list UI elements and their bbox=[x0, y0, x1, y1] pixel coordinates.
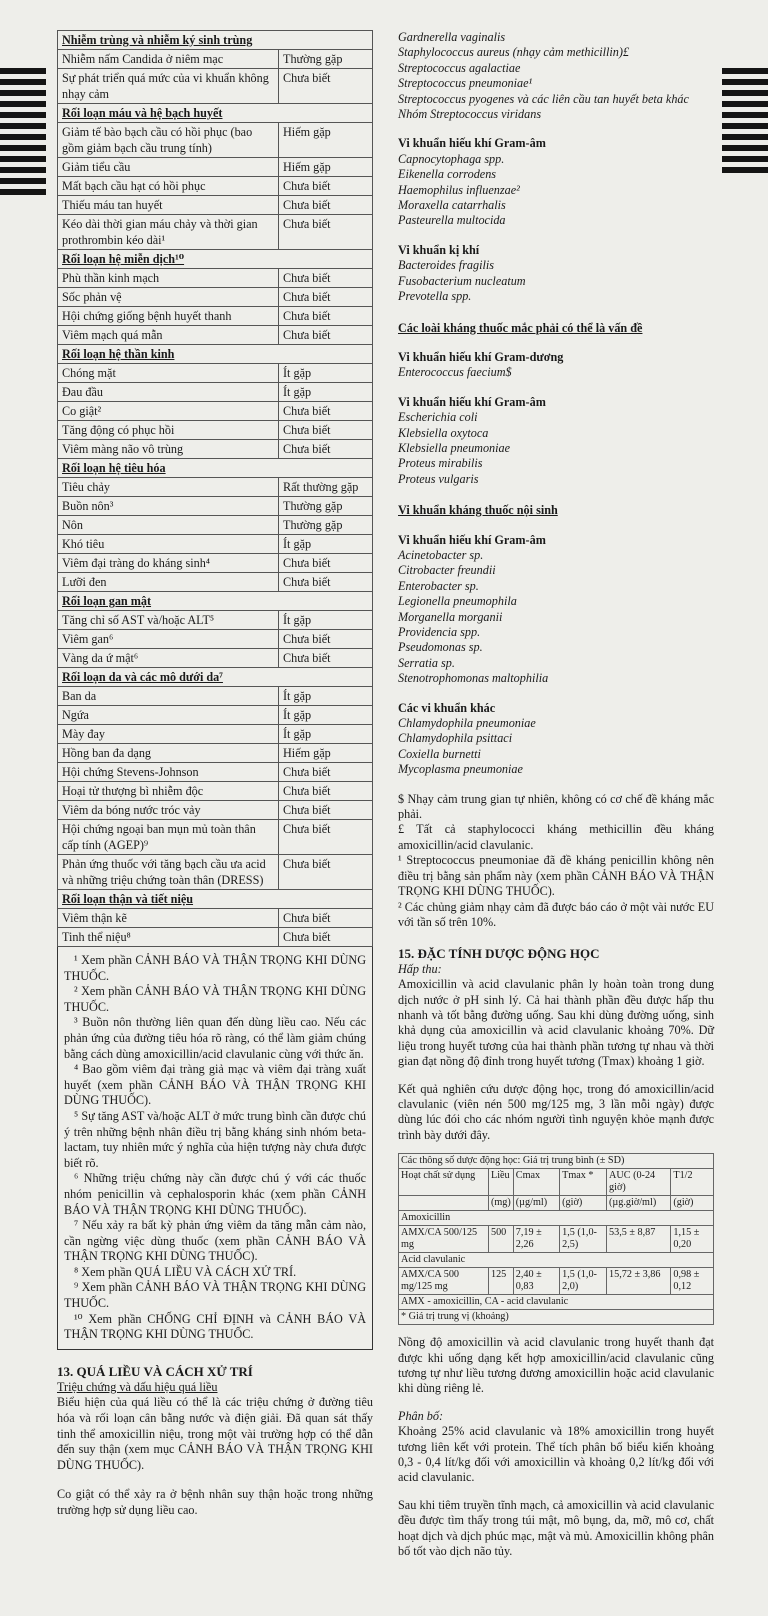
section-label: Rối loạn máu và hệ bạch huyết bbox=[58, 104, 373, 123]
organism-item: Proteus mirabilis bbox=[398, 456, 483, 471]
table-row bbox=[58, 554, 373, 573]
pk-unit-half-life: (giờ) bbox=[671, 1196, 714, 1211]
footnote: ³ Buồn nôn thường liên quan đến dùng liều cao. Nếu các phản ứng của đường tiêu hóa rõ ràng, có thể làm giảm chúng bằng cách dùng amoxicillin/acid clavulanic cùng với thức ăn. bbox=[64, 1015, 366, 1061]
adverse-effect-label: Hoại tử thượng bì nhiễm độc bbox=[58, 782, 279, 801]
adverse-effect-label: Mày đay bbox=[58, 725, 279, 744]
organism-item: Chlamydophila psittaci bbox=[398, 731, 513, 746]
table-section-header bbox=[58, 890, 373, 909]
organism-item: Morganella morganii bbox=[398, 609, 503, 624]
frequency-label: Ít gặp bbox=[279, 364, 373, 383]
section-label: Rối loạn hệ tiêu hóa bbox=[58, 459, 373, 478]
organism-item: Coxiella burnetti bbox=[398, 746, 481, 761]
table-row bbox=[58, 364, 373, 383]
pk-cell: 500 bbox=[488, 1226, 513, 1253]
pk-cell: 7,19 ± 2,26 bbox=[513, 1226, 559, 1253]
table-row bbox=[58, 215, 373, 250]
table-section-header bbox=[58, 31, 373, 50]
adverse-effect-label: Co giật² bbox=[58, 402, 279, 421]
left-column bbox=[57, 30, 373, 1519]
section-label: Rối loạn gan mật bbox=[58, 592, 373, 611]
distribution-heading: Phân bố: bbox=[398, 1408, 444, 1423]
organism-item: Prevotella spp. bbox=[398, 289, 472, 304]
pk-cell: 53,5 ± 8,87 bbox=[607, 1226, 671, 1253]
frequency-label: Chưa biết bbox=[279, 763, 373, 782]
overdose-paragraph-1: Biểu hiện của quá liều có thể là các triệu chứng ở đường tiêu hóa và rối loạn cân bằng nước và điện giải. Đã quan sát thấy tinh thể amoxicillin niệu, trong một vài trường hợp có thể dẫn đến suy thận (xem mục CẢNH BÁO VÀ THẬN TRỌNG KHI DÙNG THUỐC). bbox=[57, 1395, 373, 1472]
adverse-effect-label: Tăng chỉ số AST và/hoặc ALT⁵ bbox=[58, 611, 279, 630]
absorption-paragraph-3: Nồng độ amoxicillin và acid clavulanic trong huyết thanh đạt được khi uống dạng kết hợp amoxicillin/acid clavulanic cũng tương tự như liều tương đương amoxicillin hoặc acid clavulanic khi dùng riêng lẻ. bbox=[398, 1335, 714, 1396]
organism-item: Capnocytophaga spp. bbox=[398, 151, 505, 166]
pk-header-dose: Liều bbox=[488, 1169, 513, 1196]
adverse-effect-label: Ngứa bbox=[58, 706, 279, 725]
group-title-gram-negative-inherent: Vi khuẩn hiếu khí Gram-âm bbox=[398, 532, 546, 547]
footnote: ⁸ Xem phần QUÁ LIỀU VÀ CÁCH XỬ TRÍ. bbox=[74, 1264, 297, 1279]
table-row bbox=[58, 123, 373, 158]
susceptibility-note: ² Các chủng giảm nhạy cảm đã được báo cáo ở một vài nước EU với tần số trên 10%. bbox=[398, 899, 714, 929]
adverse-effect-label: Buồn nôn³ bbox=[58, 497, 279, 516]
table-row bbox=[58, 687, 373, 706]
organism-item: Enterobacter sp. bbox=[398, 578, 479, 593]
table-row bbox=[58, 744, 373, 763]
right-column bbox=[398, 30, 714, 1559]
table-row bbox=[58, 611, 373, 630]
frequency-label: Chưa biết bbox=[279, 69, 373, 104]
distribution-paragraph-2: Sau khi tiêm truyền tĩnh mạch, cả amoxicillin và acid clavulanic đều được tìm thấy trong túi mật, mô bụng, da, mỡ, mô cơ, chất hoạt dịch và dịch phúc mạc, mật và mủ. Amoxicillin không phân bố tốt vào dịch não tủy. bbox=[398, 1497, 714, 1559]
frequency-label: Chưa biết bbox=[279, 307, 373, 326]
pk-unit-dose: (mg) bbox=[488, 1196, 513, 1211]
adverse-effect-label: Viêm gan⁶ bbox=[58, 630, 279, 649]
footnote: ⁵ Sự tăng AST và/hoặc ALT ở mức trung bình cần được chú ý trên những bệnh nhân điều trị bằng kháng sinh nhóm beta-lactam, tuy nhiên mức ý nghĩa của hiện tượng này chưa được biết rõ. bbox=[64, 1108, 366, 1170]
frequency-label: Chưa biết bbox=[279, 649, 373, 668]
susceptibility-notes bbox=[398, 792, 714, 931]
pk-cell: 1,5 (1,0-2,5) bbox=[560, 1226, 607, 1253]
gram-negative-resistant-list bbox=[398, 410, 714, 487]
organism-item: Klebsiella pneumoniae bbox=[398, 440, 511, 455]
section-label: Nhiễm trùng và nhiễm ký sinh trùng bbox=[58, 31, 373, 50]
adverse-effect-label: Nhiễm nấm Candida ở niêm mạc bbox=[58, 50, 279, 69]
footnote: ⁹ Xem phần CẢNH BÁO VÀ THẬN TRỌNG KHI DÙNG THUỐC. bbox=[64, 1280, 366, 1311]
organism-item: Mycoplasma pneumoniae bbox=[398, 762, 523, 777]
pk-header-tmax: Tmax * bbox=[560, 1169, 607, 1196]
table-row bbox=[58, 478, 373, 497]
organism-item: Streptococcus pneumoniae¹ bbox=[398, 76, 533, 91]
table-section-header bbox=[58, 668, 373, 687]
adverse-effect-label: Tinh thể niệu⁸ bbox=[58, 928, 279, 947]
table-row bbox=[58, 383, 373, 402]
adverse-effect-label: Ban da bbox=[58, 687, 279, 706]
group-title-other-bacteria: Các vi khuẩn khác bbox=[398, 700, 496, 715]
table-row bbox=[58, 288, 373, 307]
adverse-effect-label: Giảm tiểu cầu bbox=[58, 158, 279, 177]
frequency-label: Thường gặp bbox=[279, 516, 373, 535]
organism-item: Bacteroides fragilis bbox=[398, 258, 495, 273]
adverse-effect-label: Hội chứng Stevens-Johnson bbox=[58, 763, 279, 782]
anaerobes-list bbox=[398, 258, 714, 304]
adverse-effect-label: Viêm mạch quá mẫn bbox=[58, 326, 279, 345]
frequency-label: Chưa biết bbox=[279, 801, 373, 820]
adverse-effect-label: Hội chứng giống bệnh huyết thanh bbox=[58, 307, 279, 326]
frequency-label: Chưa biết bbox=[279, 554, 373, 573]
overdose-paragraph-2: Co giật có thể xảy ra ở bệnh nhân suy thận hoặc trong những trường hợp sử dụng liều cao. bbox=[57, 1487, 373, 1517]
section-label: Rối loạn hệ miễn dịch¹⁰ bbox=[58, 250, 373, 269]
frequency-label: Thường gặp bbox=[279, 50, 373, 69]
frequency-label: Ít gặp bbox=[279, 687, 373, 706]
frequency-label: Chưa biết bbox=[279, 782, 373, 801]
section-label: Rối loạn hệ thần kinh bbox=[58, 345, 373, 364]
pk-cell: 125 bbox=[488, 1268, 513, 1295]
organism-item: Stenotrophomonas maltophilia bbox=[398, 671, 549, 686]
table-row bbox=[58, 801, 373, 820]
organism-item: Enterococcus faecium$ bbox=[398, 365, 512, 380]
gram-negative-inherent-list bbox=[398, 548, 714, 687]
pk-cell: 1,15 ± 0,20 bbox=[671, 1226, 714, 1253]
adverse-effect-label: Giảm tế bào bạch cầu có hồi phục (bao gồm giảm bạch cầu trung tính) bbox=[58, 123, 279, 158]
frequency-label: Ít gặp bbox=[279, 706, 373, 725]
susceptibility-note: ¹ Streptococcus pneumoniae đã đề kháng penicillin không nên điều trị bằng sản phẩm này (xem phần CẢNH BÁO VÀ THẬN TRỌNG KHI DÙNG THUỐC). bbox=[398, 853, 714, 899]
organism-item: Acinetobacter sp. bbox=[398, 547, 484, 562]
pk-cell: AMX/CA 500 mg/125 mg bbox=[399, 1268, 489, 1295]
pk-header-substance: Hoạt chất sử dụng bbox=[399, 1169, 489, 1196]
pk-parameters-table bbox=[398, 1153, 714, 1325]
frequency-label: Thường gặp bbox=[279, 497, 373, 516]
organism-item: Nhóm Streptococcus viridans bbox=[398, 107, 542, 122]
pk-header-half-life: T1/2 bbox=[671, 1169, 714, 1196]
adverse-effect-label: Thiếu máu tan huyết bbox=[58, 196, 279, 215]
absorption-paragraph-2: Kết quả nghiên cứu dược động học, trong đó amoxicillin/acid clavulanic (viên nén 500 mg/125 mg, 3 lần mỗi ngày) được dùng lúc đói cho các nhóm người tình nguyện khỏe mạnh được trình bày dưới đây. bbox=[398, 1081, 714, 1142]
adverse-effect-label: Lưỡi đen bbox=[58, 573, 279, 592]
adverse-effect-label: Mất bạch cầu hạt có hồi phục bbox=[58, 177, 279, 196]
adverse-effect-label: Tăng động có phục hồi bbox=[58, 421, 279, 440]
frequency-label: Chưa biết bbox=[279, 326, 373, 345]
distribution-paragraph-1: Khoảng 25% acid clavulanic và 18% amoxicillin trong huyết tương liên kết với protein. Thể tích phân bố biểu kiến khoảng 0,3 - 0,4 lít/kg đối với amoxicillin và khoảng 0,2 lít/kg đối với acid clavulanic. bbox=[398, 1424, 714, 1485]
footnote: ⁶ Những triệu chứng này cần được chú ý với các thuốc nhóm penicillin và cephalosporin khác (xem phần CẢNH BÁO VÀ THẬN TRỌNG KHI DÙNG THUỐC). bbox=[64, 1171, 366, 1217]
pk-unit-cmax: (µg/ml) bbox=[513, 1196, 559, 1211]
pk-header-auc: AUC (0-24 giờ) bbox=[607, 1169, 671, 1196]
organism-item: Citrobacter freundii bbox=[398, 563, 496, 578]
organism-item: Streptococcus agalactiae bbox=[398, 60, 521, 75]
table-row bbox=[58, 269, 373, 288]
table-row bbox=[58, 928, 373, 947]
section-label: Rối loạn thận và tiết niệu bbox=[58, 890, 373, 909]
pk-cell: 15,72 ± 3,86 bbox=[607, 1268, 671, 1295]
frequency-label: Chưa biết bbox=[279, 440, 373, 459]
frequency-label: Chưa biết bbox=[279, 820, 373, 855]
table-row bbox=[58, 69, 373, 104]
pk-cell: 2,40 ± 0,83 bbox=[513, 1268, 559, 1295]
adverse-effect-label: Vàng da ứ mật⁶ bbox=[58, 649, 279, 668]
adverse-effect-label: Viêm da bóng nước tróc vảy bbox=[58, 801, 279, 820]
frequency-label: Ít gặp bbox=[279, 535, 373, 554]
group-title-anaerobes: Vi khuẩn kị khí bbox=[398, 242, 480, 257]
frequency-label: Chưa biết bbox=[279, 177, 373, 196]
susceptibility-note: £ Tất cả staphylococci kháng methicillin đều kháng amoxicillin/acid clavulanic. bbox=[398, 822, 714, 852]
organism-item: Moraxella catarrhalis bbox=[398, 198, 506, 213]
adverse-effect-label: Sốc phản vệ bbox=[58, 288, 279, 307]
table-row bbox=[58, 326, 373, 345]
overdose-heading: 13. QUÁ LIỀU VÀ CÁCH XỬ TRÍ bbox=[57, 1363, 253, 1379]
table-row bbox=[58, 763, 373, 782]
frequency-label: Chưa biết bbox=[279, 288, 373, 307]
adverse-effect-label: Khó tiêu bbox=[58, 535, 279, 554]
section-label: Rối loạn da và các mô dưới da⁷ bbox=[58, 668, 373, 687]
organism-item: Pasteurella multocida bbox=[398, 213, 506, 228]
footnote: ² Xem phần CẢNH BÁO VÀ THẬN TRỌNG KHI DÙNG THUỐC. bbox=[64, 984, 366, 1014]
adverse-effect-label: Viêm màng não vô trùng bbox=[58, 440, 279, 459]
pk-unit-tmax: (giờ) bbox=[560, 1196, 607, 1211]
susceptibility-note: $ Nhạy cảm trung gian tự nhiên, không có cơ chế đề kháng mắc phải. bbox=[398, 791, 714, 822]
organism-item: Chlamydophila pneumoniae bbox=[398, 716, 536, 731]
barcode-right bbox=[722, 68, 768, 178]
table-section-header bbox=[58, 345, 373, 364]
inherent-resistance-heading: Vi khuẩn kháng thuốc nội sinh bbox=[398, 503, 558, 518]
adverse-effect-label: Sự phát triển quá mức của vi khuẩn không nhạy cảm bbox=[58, 69, 279, 104]
pk-header-cmax: Cmax bbox=[513, 1169, 559, 1196]
adverse-effect-label: Tiêu chảy bbox=[58, 478, 279, 497]
adverse-effect-label: Chóng mặt bbox=[58, 364, 279, 383]
table-row bbox=[58, 402, 373, 421]
footnote: ¹⁰ Xem phần CHỐNG CHỈ ĐỊNH và CẢNH BÁO VÀ THẬN TRỌNG KHI DÙNG THUỐC. bbox=[64, 1311, 366, 1342]
frequency-label: Chưa biết bbox=[279, 215, 373, 250]
frequency-label: Chưa biết bbox=[279, 196, 373, 215]
pk-cell: 0,98 ± 0,12 bbox=[671, 1268, 714, 1295]
adverse-effect-label: Kéo dài thời gian máu chảy và thời gian prothrombin kéo dài¹ bbox=[58, 215, 279, 250]
pk-unit-auc: (µg.giờ/ml) bbox=[607, 1196, 671, 1211]
organism-item: Staphylococcus aureus (nhạy cảm methicillin)£ bbox=[398, 45, 630, 60]
frequency-label: Chưa biết bbox=[279, 855, 373, 890]
adverse-effect-label: Viêm đại tràng do kháng sinh⁴ bbox=[58, 554, 279, 573]
pk-cell: 1,5 (1,0-2,0) bbox=[560, 1268, 607, 1295]
adverse-effects-footnotes bbox=[57, 947, 373, 1350]
organism-item: Streptococcus pyogenes và các liên cầu tan huyết beta khác bbox=[398, 91, 689, 106]
table-row bbox=[58, 820, 373, 855]
frequency-label: Ít gặp bbox=[279, 725, 373, 744]
overdose-subheading: Triệu chứng và dấu hiệu quá liều bbox=[57, 1379, 218, 1394]
absorption-paragraph-1: Amoxicillin và acid clavulanic phân ly hoàn toàn trong dung dịch nước ở pH sinh lý. Cả hai thành phần đều được hấp thu nhanh và tốt bằng đường uống. Sau khi dùng đường uống, sinh khả dụng của amoxicillin và acid clavulanic khoảng 70%. Dữ liệu trong huyết tương của hai thành phần tương tự nhau và thời gian đạt nồng độ đỉnh trong huyết tương (Tmax) khoảng 1 giờ. bbox=[398, 977, 714, 1069]
gram-positive-resistant-list bbox=[398, 365, 714, 380]
organism-item: Serratia sp. bbox=[398, 655, 455, 670]
adverse-effect-label: Hồng ban đa dạng bbox=[58, 744, 279, 763]
table-row bbox=[58, 196, 373, 215]
adverse-effect-label: Viêm thận kẽ bbox=[58, 909, 279, 928]
footnote: ⁷ Nếu xảy ra bất kỳ phản ứng viêm da tăng mẫn cảm nào, cần ngừng việc dùng thuốc (xem phần CẢNH BÁO VÀ THẬN TRỌNG KHI DÙNG THUỐC). bbox=[64, 1218, 366, 1264]
frequency-label: Hiếm gặp bbox=[279, 744, 373, 763]
table-row bbox=[58, 50, 373, 69]
table-row bbox=[58, 497, 373, 516]
organism-item: Proteus vulgaris bbox=[398, 471, 479, 486]
footnote: ⁴ Bao gồm viêm đại tràng giả mạc và viêm đại tràng xuất huyết (xem phần CẢNH BÁO VÀ THẬN TRỌNG KHI DÙNG THUỐC). bbox=[64, 1062, 366, 1108]
absorption-heading: Hấp thu: bbox=[398, 961, 442, 976]
organism-item: Gardnerella vaginalis bbox=[398, 30, 506, 44]
pk-group-amoxicillin: Amoxicillin bbox=[399, 1211, 714, 1226]
group-title-gram-positive-aerobes: Vi khuẩn hiếu khí Gram-dương bbox=[398, 349, 564, 364]
organism-item: Providencia spp. bbox=[398, 625, 481, 639]
organism-item: Fusobacterium nucleatum bbox=[398, 273, 526, 288]
adverse-effect-label: Nôn bbox=[58, 516, 279, 535]
organism-item: Eikenella corrodens bbox=[398, 167, 497, 182]
table-section-header bbox=[58, 104, 373, 123]
acquired-resistance-heading: Các loài kháng thuốc mắc phải có thể là vấn đề bbox=[398, 320, 643, 335]
frequency-label: Ít gặp bbox=[279, 611, 373, 630]
table-section-header bbox=[58, 592, 373, 611]
group-title-gram-negative-aerobes: Vi khuẩn hiếu khí Gram-âm bbox=[398, 136, 546, 151]
footnote: ¹ Xem phần CẢNH BÁO VÀ THẬN TRỌNG KHI DÙNG THUỐC. bbox=[64, 953, 366, 983]
pk-group-clavulanic: Acid clavulanic bbox=[399, 1253, 714, 1268]
organism-item: Klebsiella oxytoca bbox=[398, 425, 489, 440]
organism-item: Legionella pneumophila bbox=[398, 594, 517, 609]
table-row bbox=[58, 421, 373, 440]
table-row bbox=[58, 516, 373, 535]
pk-table-note-median: * Giá trị trung vị (khoảng) bbox=[399, 1310, 714, 1325]
table-row bbox=[58, 177, 373, 196]
table-row bbox=[58, 307, 373, 326]
frequency-label: Chưa biết bbox=[279, 909, 373, 928]
pk-table-caption: Các thông số dược động học: Giá trị trung bình (± SD) bbox=[399, 1154, 714, 1169]
table-row bbox=[58, 706, 373, 725]
table-row bbox=[58, 440, 373, 459]
adverse-effect-label: Hội chứng ngoại ban mụn mủ toàn thân cấp tính (AGEP)⁹ bbox=[58, 820, 279, 855]
table-row bbox=[58, 573, 373, 592]
pk-unit-substance bbox=[399, 1196, 489, 1211]
adverse-effect-label: Đau đầu bbox=[58, 383, 279, 402]
pk-table-note-abbreviations: AMX - amoxicillin, CA - acid clavulanic bbox=[399, 1295, 714, 1310]
adverse-effects-table bbox=[57, 30, 373, 947]
table-row bbox=[58, 725, 373, 744]
frequency-label: Chưa biết bbox=[279, 402, 373, 421]
table-row bbox=[58, 535, 373, 554]
frequency-label: Hiếm gặp bbox=[279, 123, 373, 158]
frequency-label: Hiếm gặp bbox=[279, 158, 373, 177]
table-row bbox=[58, 855, 373, 890]
table-row bbox=[58, 158, 373, 177]
organism-item: Haemophilus influenzae² bbox=[398, 182, 520, 197]
organism-item: Pseudomonas sp. bbox=[398, 640, 483, 655]
table-row bbox=[58, 630, 373, 649]
table-row bbox=[58, 909, 373, 928]
table-row bbox=[58, 649, 373, 668]
frequency-label: Chưa biết bbox=[279, 421, 373, 440]
group-title-gram-negative-resistant: Vi khuẩn hiếu khí Gram-âm bbox=[398, 394, 546, 409]
table-section-header bbox=[58, 459, 373, 478]
table-section-header bbox=[58, 250, 373, 269]
organism-item: Escherichia coli bbox=[398, 410, 478, 425]
frequency-label: Chưa biết bbox=[279, 928, 373, 947]
frequency-label: Rất thường gặp bbox=[279, 478, 373, 497]
gram-negative-aerobes-list bbox=[398, 152, 714, 229]
pharmacokinetics-heading: 15. ĐẶC TÍNH DƯỢC ĐỘNG HỌC bbox=[398, 946, 600, 962]
table-row bbox=[58, 782, 373, 801]
frequency-label: Ít gặp bbox=[279, 383, 373, 402]
frequency-label: Chưa biết bbox=[279, 269, 373, 288]
frequency-label: Chưa biết bbox=[279, 630, 373, 649]
adverse-effect-label: Phản ứng thuốc với tăng bạch cầu ưa acid và những triệu chứng toàn thân (DRESS) bbox=[58, 855, 279, 890]
susceptible-organisms-list bbox=[398, 30, 714, 122]
pk-cell: AMX/CA 500/125 mg bbox=[399, 1226, 489, 1253]
adverse-effect-label: Phù thần kinh mạch bbox=[58, 269, 279, 288]
barcode-left bbox=[0, 68, 46, 200]
other-bacteria-list bbox=[398, 716, 714, 778]
frequency-label: Chưa biết bbox=[279, 573, 373, 592]
